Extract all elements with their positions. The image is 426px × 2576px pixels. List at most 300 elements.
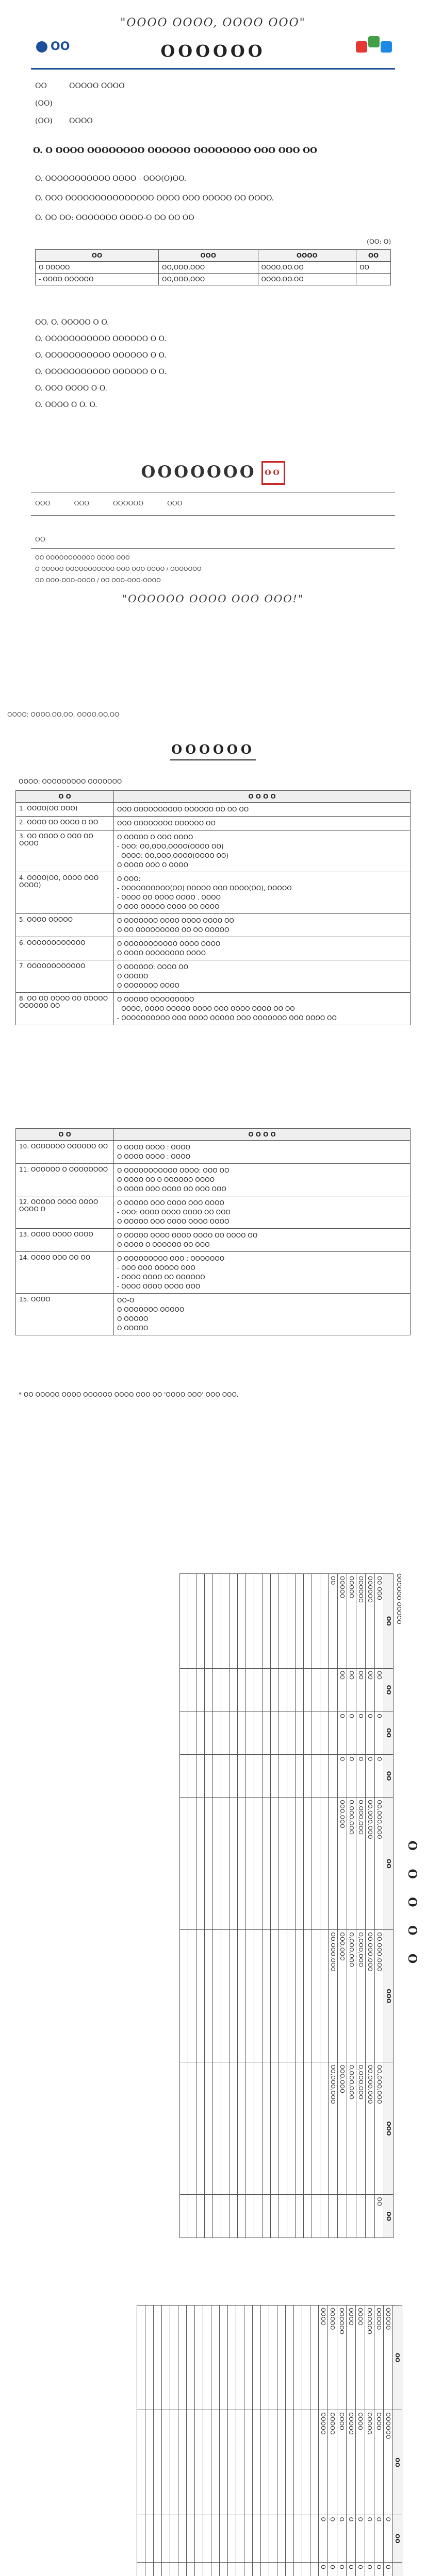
row-label: 2. OOOO OO OOOO O OO	[16, 817, 114, 831]
estimate-header: OO	[393, 2306, 402, 2410]
estimate-row-empty	[271, 1574, 279, 2238]
estimate-cell-empty	[195, 2515, 203, 2562]
estimate-cell-empty	[137, 2306, 145, 2410]
estimate-row-empty	[213, 1574, 221, 2238]
estimate-cell: OOOOOO	[365, 2306, 374, 2410]
table-row	[16, 1229, 411, 1252]
footer-line: O OOOOO OOOOOOOOOOO OOO OOO OOOO / OOOOOOO	[35, 566, 202, 572]
content-line: O OOOOOOO OOOO	[117, 982, 179, 989]
estimate-cell: OO,OOO,OOO	[366, 1930, 375, 2062]
estimate-cell-empty	[263, 1668, 271, 1711]
estimate-cell-empty	[238, 1754, 246, 1798]
estimate-cell-empty	[279, 1711, 287, 1755]
estimate-cell-empty	[244, 2306, 253, 2410]
estimate-row-empty	[304, 1574, 312, 2238]
estimate-cell-empty	[271, 2195, 279, 2238]
contract-table-2	[15, 1128, 411, 1335]
estimate-cell-empty	[203, 2515, 211, 2562]
estimate-cell: O	[356, 1711, 366, 1755]
estimate-row-empty	[154, 2306, 162, 2576]
estimate-cell-empty	[196, 1668, 205, 1711]
estimate-table-1	[179, 1573, 394, 2238]
estimate-row	[338, 1574, 347, 2238]
estimate-row	[329, 1574, 338, 2238]
estimate-cell-empty	[312, 1711, 320, 1755]
estimate-cell-empty	[269, 2563, 277, 2576]
footer-rule	[31, 548, 395, 549]
estimate-cell: OOOOOO	[384, 2410, 393, 2515]
content-line: O OOOO OOOOOOOO OOOO	[117, 950, 206, 957]
estimate-cell-empty	[196, 1754, 205, 1798]
official-seal-icon: OO	[261, 461, 285, 485]
estimate-cell-empty	[253, 2306, 261, 2410]
estimate-cell: O	[356, 2563, 365, 2576]
estimate-cell-empty	[254, 1930, 263, 2062]
estimate-cell-empty	[211, 2563, 220, 2576]
estimate-cell-empty	[310, 2306, 319, 2410]
estimate-cell-empty	[279, 1798, 287, 1930]
estimate-cell-empty	[304, 2062, 312, 2195]
estimate-cell-empty	[279, 1668, 287, 1711]
table-header: OOOO	[258, 250, 356, 262]
row-label: 5. OOOO OOOOO	[16, 914, 114, 937]
letter-body	[35, 169, 391, 228]
estimate-cell: O	[374, 2563, 384, 2576]
estimate-header: OO	[384, 1798, 394, 1930]
estimate-cell-empty	[271, 1711, 279, 1755]
estimate-cell-empty	[277, 2515, 286, 2562]
estimate-cell: O,OOO,OOO	[347, 1798, 356, 1930]
estimate-row-empty	[253, 2306, 261, 2576]
estimate-cell: OOOO	[356, 2306, 365, 2410]
content-line: O OOOO OO O OOOOOO OOOO	[117, 1176, 215, 1183]
estimate-cell-empty	[205, 1711, 213, 1755]
estimate-row-empty	[188, 1574, 196, 2238]
estimate-cell-empty	[230, 1574, 238, 1669]
estimate-cell-empty	[254, 1668, 263, 1711]
approver-name: OOOOOO	[113, 500, 144, 507]
header-key: OO	[35, 82, 47, 90]
content-line: O OOOO OOO O OOOO	[117, 861, 189, 869]
estimate-cell-empty	[246, 1711, 254, 1755]
estimate-cell-empty	[145, 2410, 154, 2515]
estimate-row-empty	[261, 2306, 269, 2576]
estimate-cell-empty	[213, 1574, 221, 1669]
estimate-row-empty	[254, 1574, 263, 2238]
signature-rule	[31, 492, 395, 493]
estimate-cell-empty	[320, 1754, 329, 1798]
enclosure-list	[35, 314, 391, 413]
estimate-cell: O	[338, 1754, 347, 1798]
estimate-cell-empty	[188, 2062, 196, 2195]
row-label: 6. OOOOOOOOOOOO	[16, 937, 114, 960]
estimate-cell-empty	[254, 1798, 263, 1930]
enclosure-line: O. OOOOOOOOOOO OOOOOO O O.	[35, 368, 167, 376]
row-label: 1. OOOO(OO OOO)	[16, 803, 114, 817]
row-label: 3. OO OOOO O OOO OO OOOO	[16, 831, 114, 872]
estimate-cell: O,OOO,OOO	[356, 1798, 366, 1930]
estimate-cell-empty	[228, 2410, 236, 2515]
estimate-cell-empty	[137, 2410, 145, 2515]
estimate-cell-empty	[213, 1798, 221, 1930]
estimate-row-empty	[263, 1574, 271, 2238]
estimate-cell-empty	[205, 1668, 213, 1711]
estimate-header: OO	[384, 2195, 394, 2238]
estimate-cell-empty	[286, 2410, 294, 2515]
estimate-cell-empty	[230, 2062, 238, 2195]
estimate-row	[328, 2306, 337, 2576]
estimate-cell-empty	[269, 2306, 277, 2410]
estimate-cell: OOOO	[337, 2410, 347, 2515]
row-content	[114, 1229, 411, 1252]
estimate-cell-empty	[238, 1930, 246, 2062]
estimate-cell-empty	[254, 1754, 263, 1798]
table-header: O O	[16, 1129, 114, 1141]
estimate-cell: OO	[347, 1668, 356, 1711]
estimate-cell-empty	[196, 2062, 205, 2195]
estimate-row	[366, 1574, 375, 2238]
pre-note: OOOO: OOOO.OO.OO, OOOO.OO.OO	[7, 711, 120, 718]
estimate-cell: O	[337, 2515, 347, 2562]
estimate-cell-empty	[296, 1574, 304, 1669]
estimate-row	[337, 2306, 347, 2576]
estimate-cell-empty	[170, 2410, 178, 2515]
table-row	[16, 872, 411, 914]
estimate-cell: O	[347, 1754, 356, 1798]
table-cell: - OOOO OOOOOO	[36, 274, 159, 285]
estimate-header: OO	[393, 2515, 402, 2562]
estimate-cell-empty	[221, 1574, 230, 1669]
estimate-cell-empty	[287, 1754, 296, 1798]
letter-footer	[35, 552, 391, 586]
estimate-cell-empty	[310, 2410, 319, 2515]
sender-stamp: OOOOOOO OO	[0, 461, 426, 485]
table-row	[16, 1164, 411, 1196]
content-line: - OOO: OO,OOO,OOOO(OOOO OO)	[117, 843, 224, 850]
content-line: O OOO OOOOO OOOO OO OOOO	[117, 903, 220, 910]
enclosure-line: O. OOOO O O. O.	[35, 401, 97, 409]
estimate-row-empty	[170, 2306, 178, 2576]
estimate-cell-empty	[263, 1798, 271, 1930]
estimate-row-empty	[246, 1574, 254, 2238]
estimate-cell-empty	[228, 2563, 236, 2576]
estimate-cell: O,OOO,OOO	[356, 1930, 366, 2062]
estimate-cell-empty	[154, 2410, 162, 2515]
slogan-bottom: "OOOOOO OOOO OOO OOO!"	[122, 592, 304, 605]
estimate-cell-empty	[196, 1930, 205, 2062]
content-line: O OOOOOOOOO OOO : OOOOOOO	[117, 1255, 225, 1262]
estimate-cell-empty	[238, 2062, 246, 2195]
header-key: (OO)	[35, 117, 53, 125]
estimate-cell-empty	[230, 1668, 238, 1711]
header-row	[35, 112, 125, 130]
estimate-cell-empty	[221, 1798, 230, 1930]
estimate-cell: OOOO	[374, 2410, 384, 2515]
estimate-cell-empty	[261, 2410, 269, 2515]
estimate-cell-empty	[187, 2410, 195, 2515]
estimate-cell-empty	[228, 2306, 236, 2410]
estimate-header: OO	[384, 1668, 394, 1711]
estimate-cell-empty	[263, 1754, 271, 1798]
row-content	[114, 1141, 411, 1164]
estimate-cell-empty	[254, 2062, 263, 2195]
estimate-cell: OOOOO	[319, 2410, 328, 2515]
estimate-row	[365, 2306, 374, 2576]
estimate-cell-empty	[188, 1930, 196, 2062]
estimate-header: OOO	[384, 1930, 394, 2062]
estimate-cell: OO,OOO,OOO	[366, 1798, 375, 1930]
estimate-cell-empty	[312, 1574, 320, 1669]
estimate-row-empty	[196, 1574, 205, 2238]
content-line: O OOOOOOO OOOOO	[117, 1306, 185, 1313]
estimate-cell-empty	[211, 2306, 220, 2410]
estimate-cell-empty	[180, 2062, 188, 2195]
enclosure-line: O. OOOOOOOOOOO OOOOOO O O.	[35, 351, 167, 360]
estimate-cell-empty	[196, 1574, 205, 1669]
estimate-row-empty	[228, 2306, 236, 2576]
estimate-cell-empty	[263, 1930, 271, 2062]
estimate-cell-empty	[187, 2563, 195, 2576]
estimate-cell: O	[366, 1711, 375, 1755]
table-header: O O	[16, 791, 114, 803]
estimate-row-empty	[279, 1574, 287, 2238]
estimate-cell-empty	[170, 2515, 178, 2562]
estimate-cell: O	[347, 1711, 356, 1755]
organization-title: OOOOOO	[160, 41, 266, 61]
estimate-cell-empty	[294, 2306, 302, 2410]
estimate-cell-empty	[287, 1711, 296, 1755]
header-row	[35, 77, 125, 95]
estimate-cell-empty	[238, 2195, 246, 2238]
body-line: O. OOO OOOOOOOOOOOOOOO OOOO OOO OOOOO OO OOOO.	[35, 194, 274, 202]
header-key: (OO)	[35, 99, 53, 108]
estimate-cell-empty	[211, 2515, 220, 2562]
estimate-cell-empty	[286, 2306, 294, 2410]
official-letter	[0, 0, 426, 639]
estimate-cell-empty	[180, 1754, 188, 1798]
title-underline	[170, 759, 256, 760]
estimate-cell-empty	[162, 2410, 170, 2515]
estimate-cell-empty	[320, 2062, 329, 2195]
content-line: O OOOOOOOOOOO OOOO OOOO	[117, 940, 221, 947]
estimate-cell-empty	[230, 1711, 238, 1755]
estimate-header	[393, 2563, 402, 2576]
estimate-cell-empty	[220, 2563, 228, 2576]
estimate-cell: O	[338, 1711, 347, 1755]
estimate-cell: OOO,OOO	[338, 2062, 347, 2195]
estimate-cell-empty	[310, 2515, 319, 2562]
estimate-cell-empty	[228, 2515, 236, 2562]
estimate-row	[375, 1574, 384, 2238]
estimate-cell	[338, 2195, 347, 2238]
content-line: - OOOOOOOOOO(OO) OOOOO OOO OOOO(OO), OOOOO	[117, 885, 292, 892]
estimate-cell-empty	[294, 2515, 302, 2562]
estimate-cell: O	[375, 1711, 384, 1755]
content-line: O OOOOO	[117, 1325, 149, 1332]
estimate-cell-empty	[230, 1754, 238, 1798]
estimate-row-empty	[203, 2306, 211, 2576]
content-line: O OOOOO OOOOOOOOO	[117, 996, 194, 1003]
estimate-cell: O	[384, 2563, 393, 2576]
estimate-cell-empty	[230, 2195, 238, 2238]
estimate-cell: OOOOOO	[356, 1574, 366, 1669]
estimate-cell: OO	[356, 1668, 366, 1711]
estimate-cell-empty	[162, 2306, 170, 2410]
estimate-cell-empty	[154, 2563, 162, 2576]
estimate-cell-empty	[178, 2563, 187, 2576]
row-label: 11. OOOOOO O OOOOOOOO	[16, 1164, 114, 1196]
estimate-cell-empty	[170, 2306, 178, 2410]
estimate-cell-empty	[188, 1711, 196, 1755]
estimate-cell-empty	[246, 1668, 254, 1711]
estimate-cell-empty	[269, 2515, 277, 2562]
content-line: - OOOO: OO,OOO,OOOO(OOOO OO)	[117, 852, 229, 859]
table-row	[16, 1252, 411, 1294]
estimate-cell-empty	[254, 1711, 263, 1755]
table-cell: OO	[356, 262, 391, 274]
content-line: O OOOOO O OOO OOOO	[117, 834, 193, 841]
estimate-cell-empty	[279, 1930, 287, 2062]
estimate-header: OOO	[384, 2062, 394, 2195]
estimate-cell-empty	[296, 2062, 304, 2195]
estimate-cell: O	[319, 2563, 328, 2576]
slogan-top: "OOOO OOOO, OOOO OOO"	[120, 16, 306, 29]
row-content	[114, 1164, 411, 1196]
table-row	[16, 803, 411, 817]
estimate-detail-title	[405, 2305, 419, 2576]
estimate-cell-empty	[320, 2195, 329, 2238]
estimate-cell	[366, 2195, 375, 2238]
estimate-cell-empty	[287, 1798, 296, 1930]
estimate-cell: O	[356, 2515, 365, 2562]
estimate-cell-empty	[178, 2306, 187, 2410]
content-line: - OOOO OOOO OOOO OOO	[117, 1283, 201, 1290]
row-content	[114, 872, 411, 914]
estimate-row-empty	[269, 2306, 277, 2576]
estimate-cell-empty	[145, 2563, 154, 2576]
estimate-cell-empty	[302, 2515, 310, 2562]
estimate-cell-empty	[203, 2306, 211, 2410]
estimate-cell-empty	[312, 1668, 320, 1711]
budget-table	[35, 249, 391, 285]
content-line: - OOO: OOOO OOOO OOOO OO OOO	[117, 1209, 231, 1216]
estimate-cell-empty	[246, 1798, 254, 1930]
estimate-cell-empty	[221, 2062, 230, 2195]
estimate-cell-empty	[180, 1798, 188, 1930]
estimate-cell-empty	[246, 1754, 254, 1798]
estimate-cell: OOOO	[347, 2306, 356, 2410]
contract-title: OOOOOO	[171, 742, 255, 757]
table-row	[16, 960, 411, 993]
content-line: O OOOOO	[117, 973, 149, 980]
estimate-cell-empty	[195, 2410, 203, 2515]
table-header: OO	[36, 250, 159, 262]
estimate-cell-empty	[188, 1574, 196, 1669]
table-row	[16, 831, 411, 872]
table-row	[16, 817, 411, 831]
estimate-cell-empty	[221, 1754, 230, 1798]
estimate-row-empty	[312, 1574, 320, 2238]
estimate-header: OO	[384, 1754, 394, 1798]
estimate-cell-empty	[302, 2306, 310, 2410]
estimate-cell-empty	[238, 1574, 246, 1669]
body-line: O. OO OO: OOOOOOO OOOO-O OO OO OO	[35, 214, 194, 222]
estimate-row-empty	[286, 2306, 294, 2576]
content-line: - OOOOOOOOOO OOO OOOO OOOOO OOO OOOOOOO OOO OOOO OO	[117, 1014, 337, 1022]
estimate-cell-empty	[253, 2410, 261, 2515]
row-label: 12. OOOOO OOOO OOOO OOOO O	[16, 1196, 114, 1229]
estimate-cell-empty	[294, 2563, 302, 2576]
table-row	[16, 993, 411, 1025]
estimate-row-empty	[145, 2306, 154, 2576]
estimate-row-empty	[320, 1574, 329, 2238]
estimate-cell-empty	[187, 2515, 195, 2562]
estimate-cell-empty	[261, 2515, 269, 2562]
estimate-cell-empty	[205, 1798, 213, 1930]
estimate-cell-empty	[205, 1574, 213, 1669]
estimate-cell: OO	[375, 2195, 384, 2238]
estimate-cell-empty	[244, 2563, 253, 2576]
estimate-cell	[329, 1754, 338, 1798]
estimate-cell-empty	[277, 2306, 286, 2410]
estimate-cell-empty	[238, 1668, 246, 1711]
content-line: O OOOOOOO OOOO OOOO OOOO OO	[117, 917, 234, 924]
estimate-cell-empty	[188, 2195, 196, 2238]
row-content	[114, 1196, 411, 1229]
estimate-cell: O,OOO,OOO	[347, 2062, 356, 2195]
row-label: 15. OOOO	[16, 1294, 114, 1335]
estimate-cell: O	[365, 2563, 374, 2576]
table-cell: OO,OOO,OOO	[159, 262, 258, 274]
row-label: 8. OO OO OOOO OO OOOOO OOOOOO OO	[16, 993, 114, 1025]
content-line: O OOOOO	[117, 1315, 149, 1323]
row-content	[114, 993, 411, 1025]
estimate-cell-empty	[312, 2062, 320, 2195]
content-line: O OOOO O OOOOOO OO OOO	[117, 1241, 210, 1248]
row-label: 10. OOOOOOO OOOOOO OO	[16, 1141, 114, 1164]
content-line: O OOOO OOOO : OOOO	[117, 1153, 191, 1160]
estimate-cell: O	[384, 2515, 393, 2562]
estimate-page-2	[0, 2298, 426, 2576]
contract-note: * OO OOOOO OOOO OOOOOO OOOO OOO OO 'OOOO OOO' OOO OOO.	[19, 1391, 239, 1398]
estimate-cell-empty	[302, 2563, 310, 2576]
estimate-cell-empty	[277, 2410, 286, 2515]
content-line: OOO OOOOOOOO OOOOOO OO	[117, 820, 216, 827]
estimate-row	[319, 2306, 328, 2576]
estimate-cell-empty	[236, 2410, 244, 2515]
estimate-cell-empty	[230, 1930, 238, 2062]
estimate-cell: OO	[338, 1668, 347, 1711]
estimate-cell-empty	[302, 2410, 310, 2515]
footer-line: OO OOO-OOO-OOOO / OO OOO-OOO-OOOO	[35, 577, 161, 584]
row-label: 13. OOOO OOOO OOOO	[16, 1229, 114, 1252]
estimate-cell-empty	[178, 2410, 187, 2515]
estimate-cell: O	[337, 2563, 347, 2576]
estimate-cell: OO,OOO,OOO	[366, 2062, 375, 2195]
estimate-cell-empty	[304, 1668, 312, 1711]
estimate-row-empty	[137, 2306, 145, 2576]
estimate-cell-empty	[279, 2062, 287, 2195]
estimate-cell-empty	[195, 2306, 203, 2410]
estimate-cell-empty	[213, 1711, 221, 1755]
estimate-cell-empty	[254, 2195, 263, 2238]
estimate-cell-empty	[261, 2306, 269, 2410]
table-cell: O OOOOO	[36, 262, 159, 274]
body-line: O. OOOOOOOOOOO OOOO - OOO(O)OO.	[35, 175, 187, 183]
estimate-cell-empty	[271, 1930, 279, 2062]
estimate-cell-empty	[213, 2195, 221, 2238]
estimate-cell	[329, 1668, 338, 1711]
